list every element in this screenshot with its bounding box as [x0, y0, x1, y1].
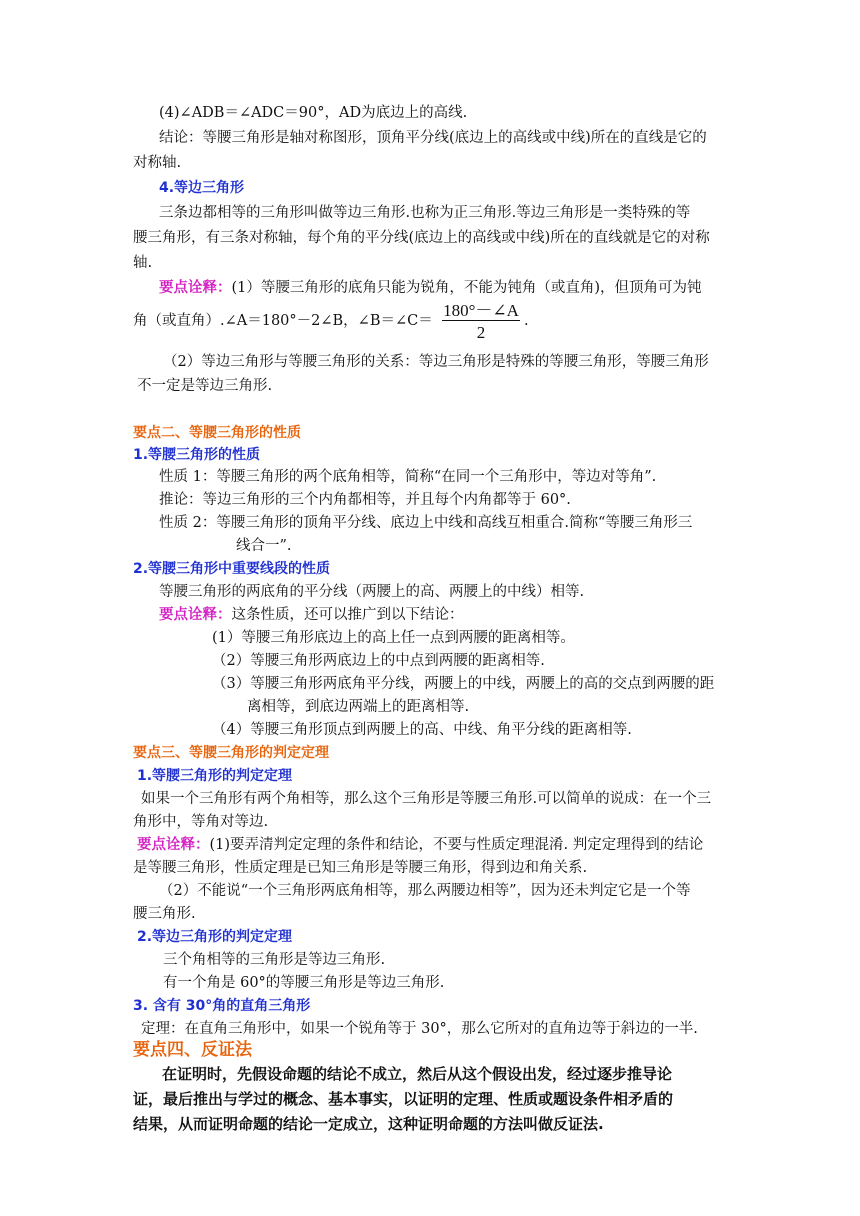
- note1-end-period: .: [524, 313, 529, 329]
- section4-title: 要点四、反证法: [133, 1040, 252, 1060]
- equilateral-def-1: 三条边都相等的三角形叫做等边三角形.也称为正三角形.等边三角形是一类特殊的等: [159, 205, 691, 221]
- conclusion-1: (1）等腰三角形底边上的高上任一点到两腰的距离相等。: [212, 630, 575, 646]
- equilateral-judge-1: 三个角相等的三角形是等边三角形.: [163, 952, 386, 968]
- note-label: 要点诠释：: [159, 280, 232, 296]
- note1-line-a: [159, 278, 702, 298]
- proof-by-contradiction-c: 结果，从而证明命题的结论一定成立，这种证明命题的方法叫做反证法.: [133, 1115, 604, 1133]
- thirty-degree-theorem: 定理：在直角三角形中，如果一个锐角等于 30°，那么它所对的直角边等于斜边的一半.: [141, 1021, 698, 1037]
- section3-sub1: 1.等腰三角形的判定定理: [137, 768, 293, 784]
- note4-line-a: [137, 835, 703, 855]
- proof-by-contradiction-a: 在证明时，先假设命题的结论不成立，然后从这个假设出发，经过逐步推导论: [162, 1065, 673, 1083]
- note1-line-b: 角（或直角）.∠A＝180°－2∠B，∠B＝∠C＝: [133, 313, 433, 329]
- section3-sub3: 3. 含有 30°角的直角三角形: [133, 998, 311, 1014]
- section2-sub2: 2.等腰三角形中重要线段的性质: [133, 561, 331, 577]
- property2-b: 线合一”.: [236, 538, 292, 554]
- section2-title: 要点二、等腰三角形的性质: [133, 425, 301, 441]
- equilateral-def-3: 轴.: [133, 255, 153, 271]
- equilateral-judge-2: 有一个角是 60°的等腰三角形是等边三角形.: [163, 975, 445, 991]
- note1-text-a: (1）等腰三角形的底角只能为锐角，不能为钝角（或直角)，但顶角可为钝: [231, 280, 702, 296]
- note3-text: 这条性质，还可以推广到以下结论：: [231, 607, 464, 623]
- conclusion-3b: 离相等，到底边两端上的距离相等.: [247, 699, 470, 715]
- section3-sub2: 2.等边三角形的判定定理: [137, 929, 293, 945]
- note4-line-d: 腰三角形.: [133, 906, 196, 922]
- fraction-denominator: 2: [476, 323, 486, 342]
- section-equilateral-title: 4.等边三角形: [159, 180, 245, 196]
- property2-a: 性质 2：等腰三角形的顶角平分线、底边上中线和高线互相重合.简称“等腰三角形三: [159, 515, 693, 531]
- conclusion-3a: （3）等腰三角形两底角平分线，两腰上的中线，两腰上的高的交点到两腰的距: [212, 676, 715, 692]
- note2-line-b: 不一定是等边三角形.: [137, 378, 273, 394]
- segments-property: 等腰三角形的两底角的平分线（两腰上的高、两腰上的中线）相等.: [159, 584, 585, 600]
- judge-theorem-b: 角形中，等角对等边.: [133, 814, 269, 830]
- conclusion-line-1: 结论：等腰三角形是轴对称图形，顶角平分线(底边上的高线或中线)所在的直线是它的: [159, 130, 707, 146]
- equilateral-def-2: 腰三角形，有三条对称轴，每个角的平分线(底边上的高线或中线)所在的直线就是它的对称: [133, 230, 710, 246]
- note3-line: [159, 605, 464, 625]
- note-label: 要点诠释：: [137, 837, 210, 853]
- note2-line-a: （2）等边三角形与等腰三角形的关系：等边三角形是特殊的等腰三角形，等腰三角形: [163, 354, 709, 370]
- section2-sub1: 1.等腰三角形的性质: [133, 447, 261, 463]
- line-adb-adc: (4)∠ADB＝∠ADC＝90°，AD为底边上的高线.: [159, 105, 468, 121]
- judge-theorem-a: 如果一个三角形有两个角相等，那么这个三角形是等腰三角形.可以简单的说成：在一个三: [141, 791, 712, 807]
- fraction-numerator: 180°－∠A: [443, 301, 519, 320]
- note4-line-b: 是等腰三角形，性质定理是已知三角形是等腰三角形，得到边和角关系.: [133, 860, 588, 876]
- conclusion-2: （2）等腰三角形两底边上的中点到两腰的距离相等.: [212, 653, 545, 669]
- corollary: 推论：等边三角形的三个内角都相等，并且每个内角都等于 60°.: [159, 492, 571, 508]
- section3-title: 要点三、等腰三角形的判定定理: [133, 745, 329, 761]
- property1: 性质 1：等腰三角形的两个底角相等，简称“在同一个三角形中，等边对等角”.: [159, 469, 657, 485]
- proof-by-contradiction-b: 证，最后推出与学过的概念、基本事实，以证明的定理、性质或题设条件相矛盾的: [133, 1090, 674, 1108]
- fraction-bar: [442, 320, 520, 321]
- note4-text-a: (1)要弄清判定定理的条件和结论，不要与性质定理混淆. 判定定理得到的结论: [209, 837, 704, 853]
- note-label: 要点诠释：: [159, 607, 232, 623]
- note4-line-c: （2）不能说“一个三角形两底角相等，那么两腰边相等”，因为还未判定它是一个等: [159, 883, 691, 899]
- conclusion-4: （4）等腰三角形顶点到两腰上的高、中线、角平分线的距离相等.: [212, 722, 632, 738]
- conclusion-line-2: 对称轴.: [133, 155, 182, 171]
